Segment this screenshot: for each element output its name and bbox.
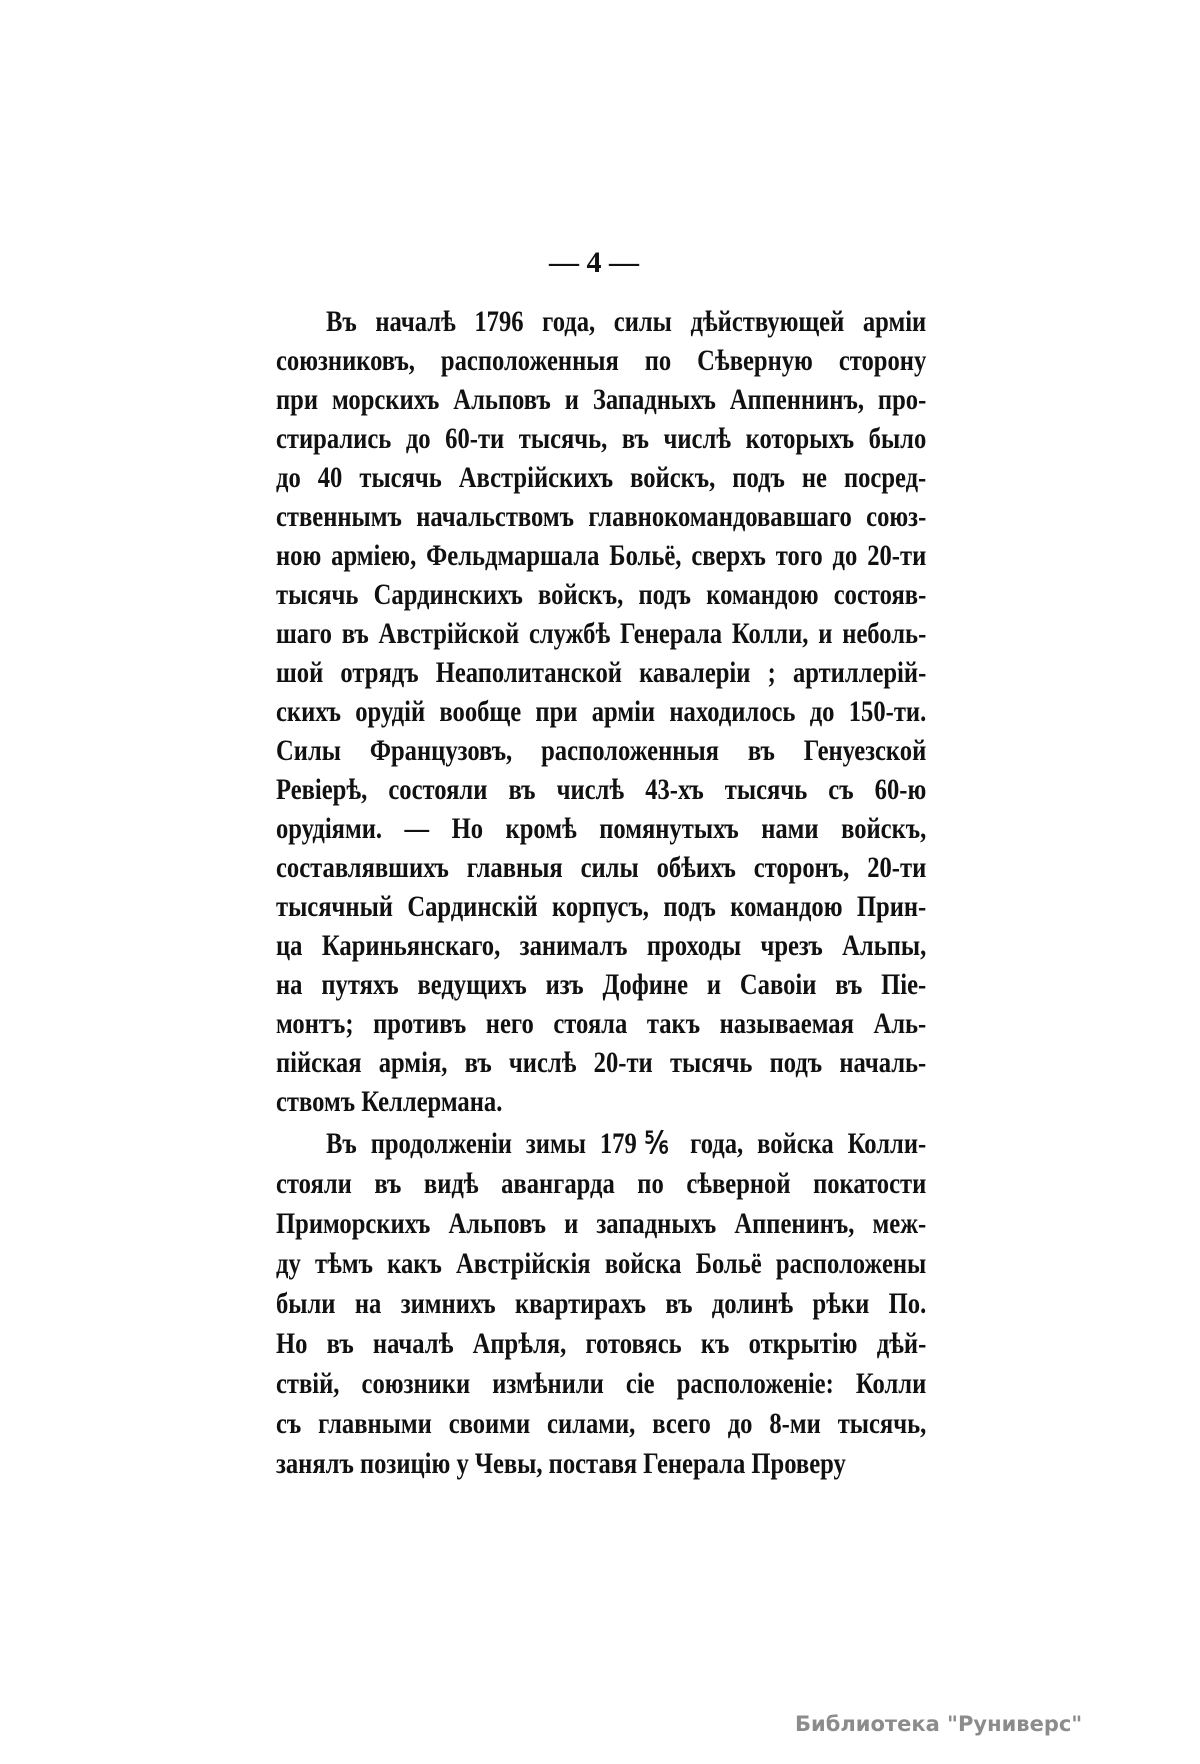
text-line: ца Кариньянскаго, занималъ проходы чрезъ Альпы, [276,929,927,962]
text-line: ственнымъ начальствомъ главнокомандовавшаго союз- [276,500,927,533]
text-line: тысячный Сардинскій корпусъ, подъ командою Прин- [276,890,927,923]
text-line: занялъ позицію у Чевы, поставя Генерала Проверу [276,1447,846,1480]
text-line: скихъ орудій вообще при арміи находилось до 150-ти. [276,695,927,728]
text-line: съ главными своими силами, всего до 8-ми тысячь, [276,1407,927,1440]
library-watermark: Библиотека "Руниверс" [795,1712,1083,1736]
text-line: Ревіерѣ, состояли въ числѣ 43-хъ тысячь съ 60-ю [276,773,927,806]
text-line: пійская армія, въ числѣ 20-ти тысячь подъ началь- [276,1046,927,1079]
page-number: — 4 — [549,246,639,279]
text-line: были на зимнихъ квартирахъ въ долинѣ рѣки По. [276,1287,927,1320]
text-line: на путяхъ ведущихъ изъ Дофине и Савоіи въ Піе- [276,968,927,1001]
text-line: Приморскихъ Альповъ и западныхъ Аппенинъ, меж- [276,1207,927,1240]
text-line: Силы Французовъ, расположенныя въ Генуезской [276,734,927,767]
text-line: стирались до 60-ти тысячь, въ числѣ которыхъ было [276,422,927,455]
text-line: ствомъ Келлермана. [276,1085,503,1118]
text-line: ду тѣмъ какъ Австрійскія войска Больё расположены [276,1247,927,1280]
text-line: Въ продолженіи зимы 179⅚ года, войска Колли- [326,1127,927,1160]
text-line: стояли въ видѣ авангарда по сѣверной покатости [276,1167,927,1200]
text-line: ною арміею, Фельдмаршала Больё, сверхъ того до 20-ти [276,539,927,572]
text-line: при морскихъ Альповъ и Западныхъ Аппеннинъ, про- [276,383,927,416]
text-line: тысячь Сардинскихъ войскъ, подъ командою состояв- [276,578,927,611]
text-line: монтъ; противъ него стояла такъ называемая Аль- [276,1007,927,1040]
text-line: орудіями. — Но кромѣ помянутыхъ нами войскъ, [276,812,927,845]
text-line: союзниковъ, расположенныя по Сѣверную сторону [276,344,927,377]
text-line: шаго въ Австрійской службѣ Генерала Колли, и неболь- [276,617,927,650]
text-line: ствій, союзники измѣнили сіе расположеніе: Колли [276,1367,927,1400]
text-line: составлявшихъ главныя силы обѣихъ сторонъ, 20-ти [276,851,927,884]
text-line: шой отрядъ Неаполитанской кавалеріи ; артиллерій- [276,656,927,689]
text-line: до 40 тысячь Австрійскихъ войскъ, подъ не посред- [276,461,927,494]
text-line: Но въ началѣ Апрѣля, готовясь къ открытію дѣй- [276,1327,927,1360]
text-line: Въ началѣ 1796 года, силы дѣйствующей арміи [326,305,927,338]
